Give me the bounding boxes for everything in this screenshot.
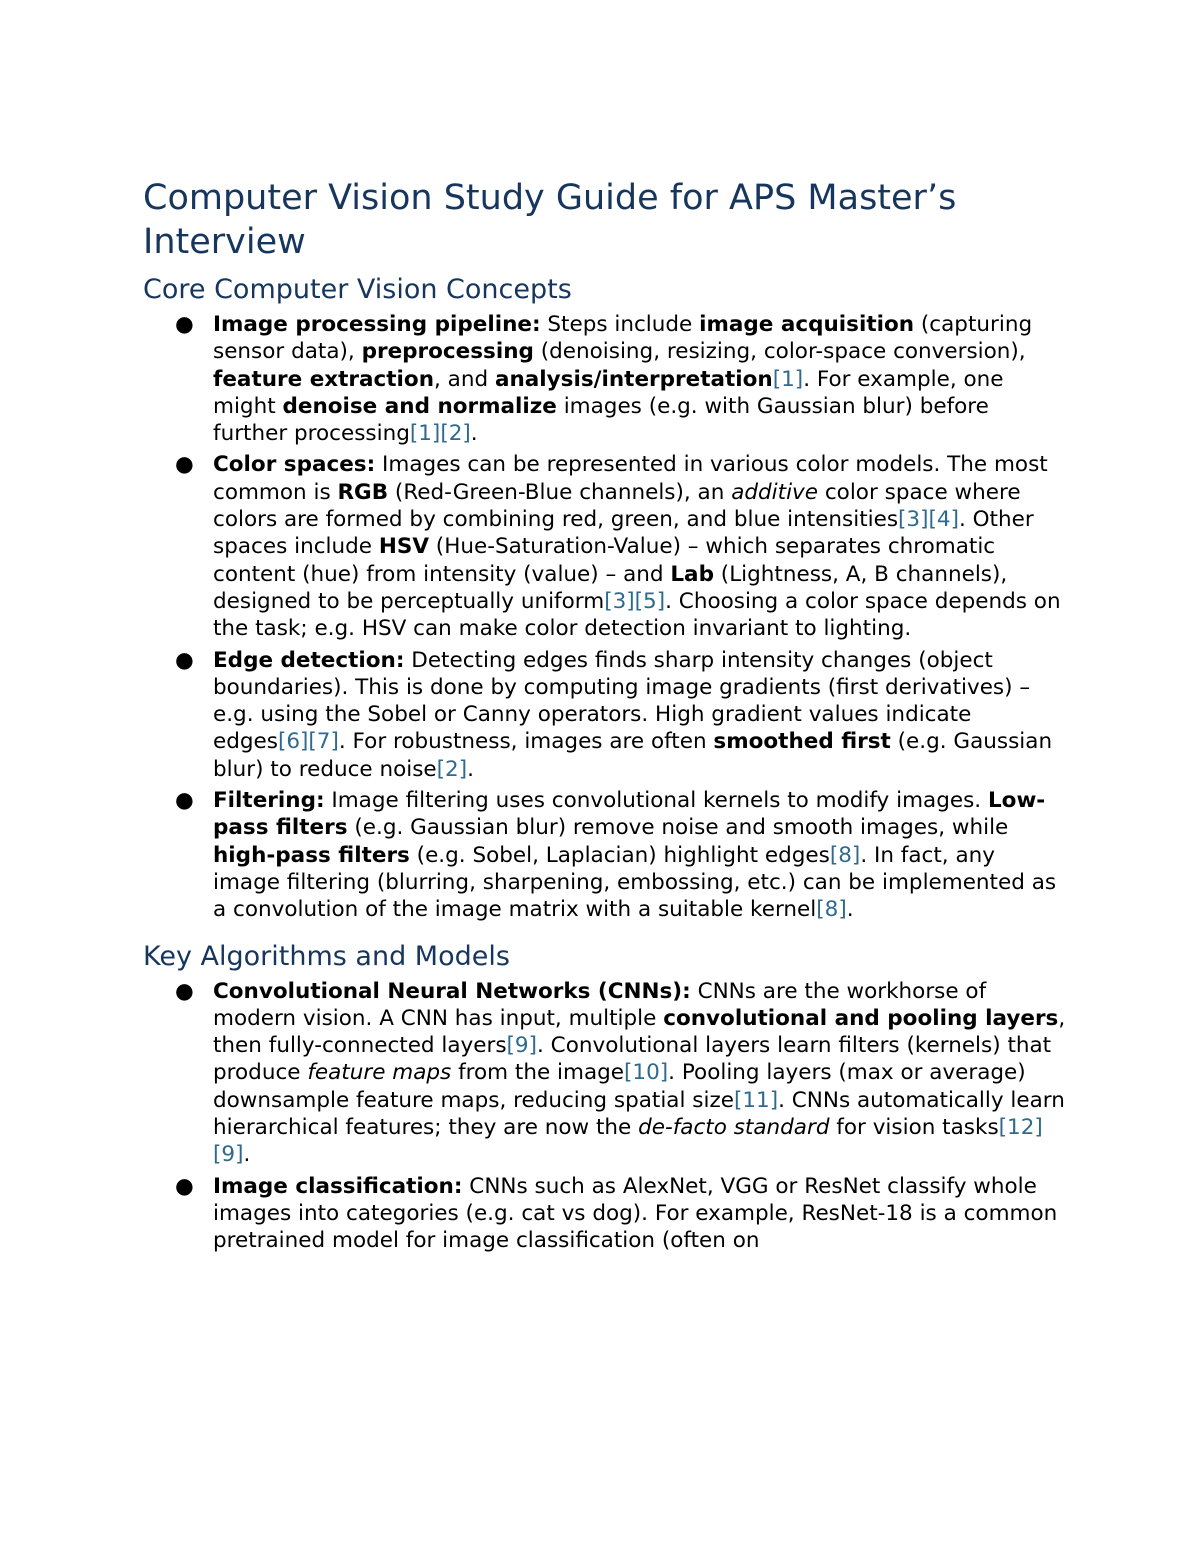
bullet-icon: ● — [175, 312, 194, 337]
citation-link[interactable]: [7] — [308, 729, 339, 755]
document-page — [143, 176, 1068, 1259]
body-text: , then fully-connected layers — [213, 1005, 1066, 1059]
body-text: . Pooling layers (max or average) downsample feature maps, reducing spatial size — [213, 1060, 1026, 1113]
section-heading-key-algorithms: Key Algorithms and Models — [143, 940, 510, 972]
list-item — [175, 787, 1068, 923]
bold-term: Low-pass filters — [213, 788, 1046, 841]
body-text: Images can be represented in various color models. The most common is — [213, 452, 1048, 505]
citation-link[interactable]: [9] — [506, 1033, 538, 1059]
body-text: (Hue-Saturation-Value) – which separates chromatic content (hue) from intensity (value) – and — [213, 534, 996, 587]
body-text: . — [467, 756, 474, 782]
bold-term: Image processing pipeline: — [213, 312, 541, 337]
body-text: (e.g. Sobel, Laplacian) highlight edges — [409, 842, 830, 868]
body-text: CNNs such as AlexNet, VGG or ResNet classify whole images into categories (e.g. cat vs dog). For example, ResNet-18 is a common pretrained model for image classification (often on — [213, 1173, 1058, 1254]
body-text: . — [243, 1142, 251, 1168]
list-item-text — [213, 788, 1056, 922]
body-text: images (e.g. with Gaussian blur) before further processing — [213, 393, 989, 447]
bold-term: Edge detection: — [213, 647, 405, 673]
bullet-icon: ● — [175, 452, 194, 478]
bullet-icon: ● — [175, 647, 194, 673]
body-text: (e.g. Gaussian blur) to reduce noise — [213, 729, 1053, 782]
bullet-list-core-concepts — [143, 311, 1068, 924]
citation-link[interactable]: [12] — [998, 1115, 1043, 1141]
body-text: . For robustness, images are often — [338, 729, 714, 755]
bold-term: preprocessing — [361, 339, 534, 365]
bold-term: RGB — [337, 479, 389, 505]
body-text: . — [470, 421, 478, 447]
citation-link[interactable]: [8] — [829, 842, 861, 868]
body-text: (Red-Green-Blue channels), an — [388, 479, 732, 505]
list-item-text — [213, 452, 1061, 641]
list-item — [175, 647, 1068, 783]
list-item-text — [213, 1174, 1057, 1254]
body-text: . CNNs automatically learn hierarchical features; they are now the — [213, 1087, 1065, 1141]
citation-link[interactable]: [5] — [634, 588, 666, 614]
bold-term: convolutional and pooling layers — [663, 1005, 1059, 1031]
body-text: (denoising, resizing, color-space conversion), — [533, 339, 1026, 365]
body-text: Steps include — [540, 312, 700, 337]
body-text: . Convolutional layers learn filters (kernels) that produce — [213, 1033, 1052, 1086]
body-text: color space where colors are formed by combining red, green, and blue intensities — [213, 479, 1021, 533]
body-text: . For example, one might — [213, 366, 1004, 419]
citation-link[interactable]: [6] — [277, 729, 309, 755]
body-text: for vision tasks — [829, 1115, 999, 1141]
bold-term: feature extraction — [213, 366, 435, 392]
citation-link[interactable]: [3] — [604, 588, 635, 614]
body-text: Image filtering uses convolutional kernels to modify images. — [324, 788, 988, 814]
list-item-text — [213, 648, 1052, 782]
bullet-icon: ● — [175, 1173, 194, 1199]
bullet-icon: ● — [175, 788, 194, 814]
list-item — [175, 451, 1068, 642]
body-text: . In fact, any image filtering (blurring, sharpening, embossing, etc.) can be implemented as a convolution of the image matrix with a suitable kernel — [213, 842, 1057, 923]
body-text: (e.g. Gaussian blur) remove noise and smooth images, while — [347, 815, 1009, 841]
bold-term: Lab — [670, 561, 714, 587]
body-text: (Lightness, A, B channels), designed to be perceptually uniform — [213, 561, 1008, 614]
citation-link[interactable]: [10] — [624, 1060, 669, 1086]
body-text: from the image — [451, 1060, 625, 1086]
citation-link[interactable]: [1] — [409, 421, 441, 447]
bold-term: HSV — [378, 534, 429, 560]
citation-link[interactable]: [9] — [213, 1142, 244, 1168]
body-text: . — [846, 897, 854, 923]
citation-link[interactable]: [3] — [898, 507, 929, 533]
bold-term: Filtering: — [213, 788, 325, 814]
citation-link[interactable]: [8] — [816, 897, 847, 923]
body-text: . Choosing a color space depends on the task; e.g. HSV can make color detection invariant to lighting. — [213, 588, 1061, 642]
italic-term: additive — [731, 479, 819, 505]
bullet-icon: ● — [175, 978, 194, 1004]
list-item-text — [213, 979, 1065, 1168]
section-heading-core-concepts: Core Computer Vision Concepts — [143, 274, 572, 305]
bullet-list-key-algorithms — [143, 978, 1068, 1255]
citation-link[interactable]: [1] — [772, 366, 804, 392]
bold-term: high-pass filters — [213, 842, 410, 868]
bold-term: Color spaces: — [213, 452, 376, 478]
citation-link[interactable]: [2] — [440, 421, 471, 447]
bold-term: image acquisition — [699, 312, 915, 337]
italic-term: feature maps — [307, 1060, 452, 1086]
bold-term: smoothed first — [713, 729, 891, 755]
italic-term: de-facto standard — [638, 1115, 830, 1141]
citation-link[interactable]: [2] — [436, 756, 468, 782]
list-item — [175, 311, 1068, 447]
list-item — [175, 1173, 1068, 1255]
citation-link[interactable]: [11] — [733, 1087, 779, 1113]
body-text: , and — [434, 366, 495, 392]
body-text: CNNs are the workhorse of modern vision. A CNN has input, multiple — [213, 978, 987, 1031]
bold-term: analysis/interpretation — [494, 366, 773, 392]
bold-term: denoise and normalize — [282, 393, 557, 419]
list-item-text — [213, 312, 1032, 446]
body-text: . Other spaces include — [213, 507, 1034, 560]
bold-term: Image classification: — [213, 1173, 463, 1199]
body-text: Detecting edges finds sharp intensity changes (object boundaries). This is done by computing image gradients (first derivatives) – e.g. using the Sobel or Canny operators. High gradient values indicate edges — [213, 647, 1031, 755]
document-title: Computer Vision Study Guide for APS Master’s Interview — [143, 178, 957, 262]
bold-term: Convolutional Neural Networks (CNNs): — [213, 978, 691, 1004]
citation-link[interactable]: [4] — [928, 507, 959, 533]
body-text: (capturing sensor data), — [213, 312, 1033, 365]
list-item — [175, 978, 1068, 1169]
